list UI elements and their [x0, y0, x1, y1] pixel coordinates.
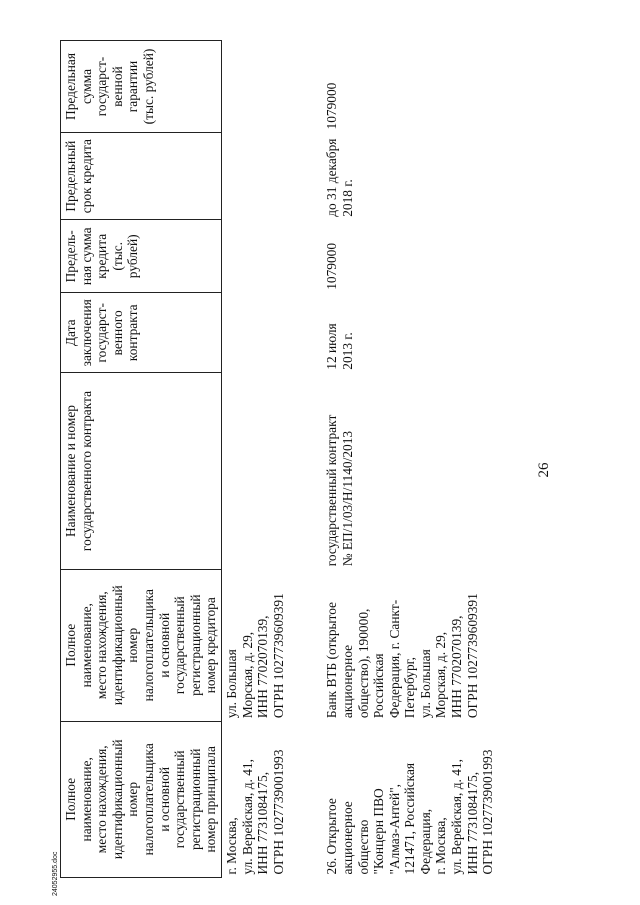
- cell-principal: [221, 721, 288, 877]
- cell-line: номер принципала: [203, 746, 219, 853]
- cell-line: акционерное: [339, 644, 355, 719]
- cell-line: ОГРН 1027739001993: [270, 749, 286, 875]
- cell-line: место нахождения,: [94, 745, 110, 854]
- header-contract-date: [61, 293, 222, 373]
- cell-line: венной: [109, 66, 125, 107]
- cell-line: общество: [355, 819, 371, 875]
- cell-line: кредита: [94, 233, 110, 279]
- cell-line: наименование,: [78, 757, 94, 842]
- cell-line: "Концерн ПВО: [371, 788, 387, 875]
- cell-contract-date: [322, 293, 498, 373]
- cell-credit-term: [322, 132, 498, 219]
- cell-line: Полное: [63, 777, 78, 821]
- cell-line: номер: [125, 781, 141, 817]
- cell-line: Морская, д. 29,: [433, 631, 449, 719]
- cell-line: государственный контракт: [324, 414, 340, 567]
- cell-creditor: [221, 569, 288, 721]
- cell-line: Банк ВТБ (открытое: [324, 601, 340, 719]
- cell-line: рублей): [125, 234, 141, 279]
- cell-line: Полное: [63, 623, 78, 667]
- cell-line: акционерное: [339, 801, 355, 875]
- table-row: [322, 41, 498, 878]
- cell-line: государственного контракта: [78, 390, 94, 552]
- cell-line: Предельная: [63, 53, 78, 120]
- cell-line: Петербург,: [402, 656, 418, 719]
- cell-line: Федерация, г. Санкт-: [386, 599, 402, 719]
- header-contract: [61, 373, 222, 570]
- cell-line: венного: [109, 310, 125, 356]
- cell-line: и основной: [156, 612, 172, 678]
- cell-line: Предель-: [63, 230, 78, 283]
- cell-line: государственный: [172, 750, 188, 849]
- cell-line: Федерация,: [417, 808, 433, 875]
- cell-line: "Алмаз-Антей",: [386, 783, 402, 875]
- cell-line: ул. Большая: [417, 649, 433, 719]
- table-row-continuation: [221, 41, 288, 878]
- cell-line: сумма: [78, 68, 94, 105]
- header-credit-term: [61, 132, 222, 219]
- cell-line: ИНН 7731084175,: [464, 771, 480, 875]
- cell-line: гарантии: [125, 60, 141, 113]
- cell-line: идентификационный: [109, 739, 125, 860]
- cell-line: идентификационный: [109, 585, 125, 706]
- header-creditor: [61, 569, 222, 721]
- cell-line: г. Москва,: [433, 817, 449, 875]
- cell-line: 1079000: [324, 82, 340, 130]
- page-number: 26: [536, 462, 552, 478]
- cell-line: ОГРН 1027739609391: [270, 593, 286, 719]
- cell-line: номер кредитора: [203, 597, 219, 694]
- cell-line: 26. Открытое: [324, 798, 340, 875]
- guarantee-table: [60, 40, 498, 878]
- cell-line: Дата: [63, 319, 78, 347]
- cell-line: и основной: [156, 766, 172, 832]
- cell-line: Предельный: [63, 140, 78, 212]
- footer-file-code: 24052955.doc: [52, 851, 59, 896]
- cell-line: налогоплательщика: [140, 589, 156, 702]
- cell-credit-amount: [322, 220, 498, 293]
- cell-line: г. Москва,: [223, 817, 239, 875]
- cell-line: до 31 декабря: [324, 138, 340, 217]
- cell-line: ул. Верейская, д. 41,: [239, 759, 255, 875]
- cell-guarantee-amount: [322, 41, 498, 133]
- cell-line: ул. Большая: [223, 649, 239, 719]
- cell-line: ИНН 7702070139,: [449, 615, 465, 719]
- cell-line: государст-: [94, 56, 110, 117]
- cell-line: ул. Верейская, д. 41,: [449, 759, 465, 875]
- cell-line: ОГРН 1027739001993: [480, 749, 496, 875]
- cell-line: 2018 г.: [339, 179, 355, 217]
- cell-line: 121471, Российская: [402, 762, 418, 875]
- header-guarantee-amount: [61, 41, 222, 133]
- cell-line: наименование,: [78, 603, 94, 688]
- cell-line: Морская, д. 29,: [239, 631, 255, 719]
- cell-line: Наименование и номер: [63, 405, 78, 538]
- cell-line: ная сумма: [78, 227, 94, 286]
- cell-line: контракта: [125, 304, 141, 362]
- cell-line: срок кредита: [78, 139, 94, 214]
- cell-line: общество), 190000,: [355, 608, 371, 719]
- cell-line: (тыс. рублей): [140, 48, 156, 125]
- cell-line: место нахождения,: [94, 591, 110, 700]
- cell-line: регистрационный: [187, 748, 203, 851]
- cell-line: ИНН 7702070139,: [255, 615, 271, 719]
- header-credit-amount: [61, 220, 222, 293]
- cell-line: налогоплательщика: [140, 743, 156, 856]
- cell-line: (тыс.: [109, 242, 125, 271]
- cell-line: заключения: [78, 299, 94, 367]
- cell-line: ИНН 7731084175,: [255, 771, 271, 875]
- cell-line: государст-: [94, 303, 110, 363]
- cell-line: государственный: [172, 596, 188, 695]
- cell-line: № ЕП/1/03/Н/1140/2013: [339, 430, 355, 567]
- cell-line: ОГРН 1027739609391: [464, 593, 480, 719]
- cell-contract: [322, 373, 498, 570]
- header-principal: [61, 721, 222, 877]
- cell-creditor: [322, 569, 498, 721]
- cell-line: 12 июля: [324, 323, 340, 370]
- cell-line: 2013 г.: [339, 332, 355, 370]
- cell-line: Российская: [371, 653, 387, 719]
- cell-line: 1079000: [324, 242, 340, 290]
- cell-line: регистрационный: [187, 594, 203, 696]
- rotated-document-page: [38, 40, 558, 900]
- cell-line: номер: [125, 627, 141, 663]
- cell-principal: [322, 721, 498, 877]
- table-header-row: [61, 41, 222, 878]
